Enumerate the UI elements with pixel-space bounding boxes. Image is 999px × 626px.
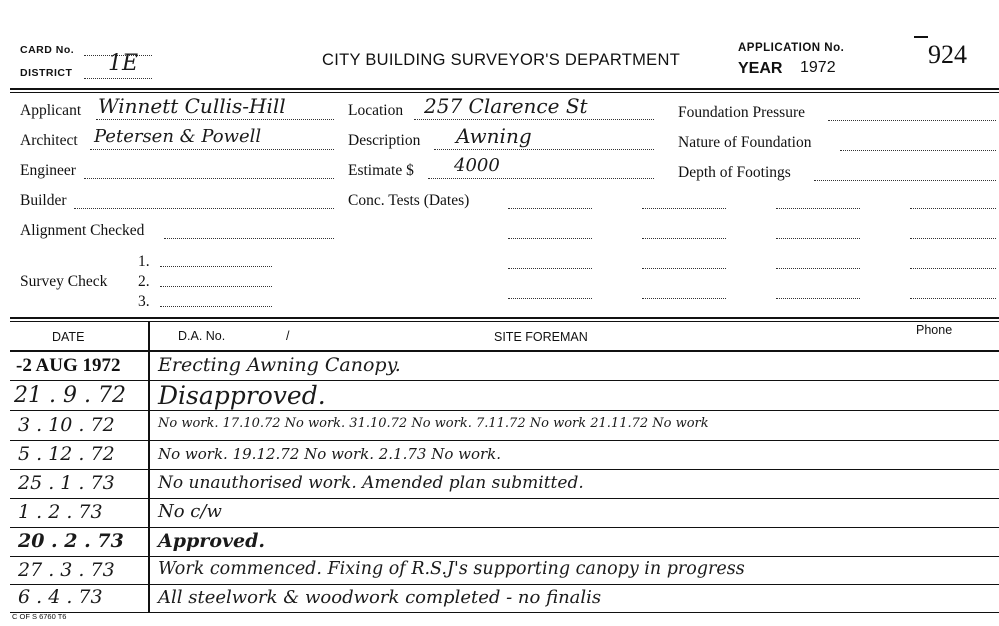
log-text: No work. 19.12.72 No work. 2.1.73 No work.	[158, 445, 502, 463]
log-row-rule	[10, 498, 999, 499]
description-label: Description	[348, 132, 421, 149]
conc-test-line	[910, 208, 996, 209]
survey-check-label: Survey Check	[20, 273, 108, 290]
department-title: CITY BUILDING SURVEYOR'S DEPARTMENT	[322, 51, 681, 69]
application-label: APPLICATION No.	[738, 42, 845, 54]
log-date: -2 AUG 1972	[16, 355, 121, 376]
log-text: No unauthorised work. Amended plan submitted.	[158, 473, 584, 493]
log-date: 25 . 1 . 73	[18, 472, 115, 494]
builder-label: Builder	[20, 192, 67, 209]
survey-number-2: 2.	[138, 273, 150, 290]
nature-foundation-label: Nature of Foundation	[678, 134, 812, 151]
district-label: DISTRICT	[20, 67, 73, 79]
nature-foundation-line	[840, 150, 996, 151]
log-date: 1 . 2 . 73	[18, 501, 103, 523]
conc-test-line	[642, 268, 726, 269]
conc-test-line	[776, 268, 860, 269]
log-header-site-foreman: SITE FOREMAN	[494, 330, 588, 344]
survey-line-1	[160, 266, 272, 267]
depth-footings-label: Depth of Footings	[678, 164, 791, 181]
log-header-da-slash: /	[286, 329, 290, 343]
log-row-rule	[10, 556, 999, 557]
conc-test-line	[508, 208, 592, 209]
log-header-rule	[10, 350, 999, 352]
conc-test-line	[910, 238, 996, 239]
applicant-line	[96, 119, 334, 120]
conc-test-line	[508, 298, 592, 299]
header-rule-thin	[10, 92, 999, 93]
log-date: 6 . 4 . 73	[18, 586, 103, 608]
conc-test-line	[910, 268, 996, 269]
log-date: 21 . 9 . 72	[14, 383, 126, 408]
conc-test-line	[642, 298, 726, 299]
estimate-line	[428, 178, 654, 179]
year-label: YEAR	[738, 60, 783, 77]
log-row-rule	[10, 612, 999, 613]
architect-label: Architect	[20, 132, 78, 149]
conc-test-line	[642, 208, 726, 209]
conc-test-line	[910, 298, 996, 299]
district-value: 1E	[108, 51, 139, 76]
log-column-divider	[148, 321, 150, 613]
year-value: 1972	[800, 59, 836, 76]
location-label: Location	[348, 102, 404, 119]
conc-test-line	[508, 268, 592, 269]
log-header-phone: Phone	[916, 323, 953, 337]
log-date: 20 . 2 . 73	[18, 530, 124, 552]
log-text: Erecting Awning Canopy.	[158, 354, 401, 376]
log-date: 5 . 12 . 72	[18, 443, 115, 465]
log-row-rule	[10, 440, 999, 441]
conc-test-line	[776, 208, 860, 209]
foundation-pressure-label: Foundation Pressure	[678, 104, 806, 121]
log-text: Approved.	[158, 530, 266, 552]
log-header-da-no: D.A. No.	[178, 329, 226, 343]
log-date: 27 . 3 . 73	[18, 559, 115, 581]
alignment-line	[164, 238, 334, 239]
alignment-label: Alignment Checked	[20, 222, 145, 239]
log-top-rule	[10, 317, 999, 319]
log-text: All steelwork & woodwork completed - no finalis	[158, 587, 602, 608]
log-header-date: DATE	[52, 330, 85, 344]
header-rule	[10, 88, 999, 90]
depth-footings-line	[814, 180, 996, 181]
district-line	[84, 78, 152, 79]
estimate-value: 4000	[454, 155, 500, 176]
engineer-line	[84, 178, 334, 179]
survey-number-3: 3.	[138, 293, 150, 310]
estimate-label: Estimate $	[348, 162, 414, 179]
form-code: C OF S 6760 T6	[12, 612, 67, 621]
conc-test-line	[642, 238, 726, 239]
log-row-rule	[10, 410, 999, 411]
conc-tests-label: Conc. Tests (Dates)	[348, 192, 470, 209]
applicant-value: Winnett Cullis-Hill	[98, 94, 286, 118]
architect-line	[90, 149, 334, 150]
log-text: No work. 17.10.72 No work. 31.10.72 No work. 7.11.72 No work 21.11.72 No work	[158, 416, 709, 431]
application-number: 924	[928, 40, 967, 69]
survey-number-1: 1.	[138, 253, 150, 270]
log-top-rule-thin	[10, 321, 999, 322]
location-line	[414, 119, 654, 120]
description-value: Awning	[456, 124, 532, 148]
foundation-pressure-line	[828, 120, 996, 121]
log-text: Work commenced. Fixing of R.S.J's supporting canopy in progress	[158, 559, 745, 579]
conc-test-line	[776, 298, 860, 299]
application-number-dash	[914, 36, 928, 38]
engineer-label: Engineer	[20, 162, 76, 179]
log-row-rule	[10, 469, 999, 470]
location-value: 257 Clarence St	[424, 94, 588, 118]
conc-test-line	[508, 238, 592, 239]
builder-line	[74, 208, 334, 209]
architect-value: Petersen & Powell	[94, 126, 262, 147]
log-date: 3 . 10 . 72	[18, 414, 115, 436]
card-no-label: CARD No.	[20, 44, 75, 56]
log-text: No c/w	[158, 501, 222, 522]
description-line	[434, 149, 654, 150]
log-row-rule	[10, 527, 999, 528]
survey-line-3	[160, 306, 272, 307]
survey-line-2	[160, 286, 272, 287]
conc-test-line	[776, 238, 860, 239]
log-text: Disapproved.	[158, 381, 326, 410]
applicant-label: Applicant	[20, 102, 82, 119]
log-row-rule	[10, 584, 999, 585]
